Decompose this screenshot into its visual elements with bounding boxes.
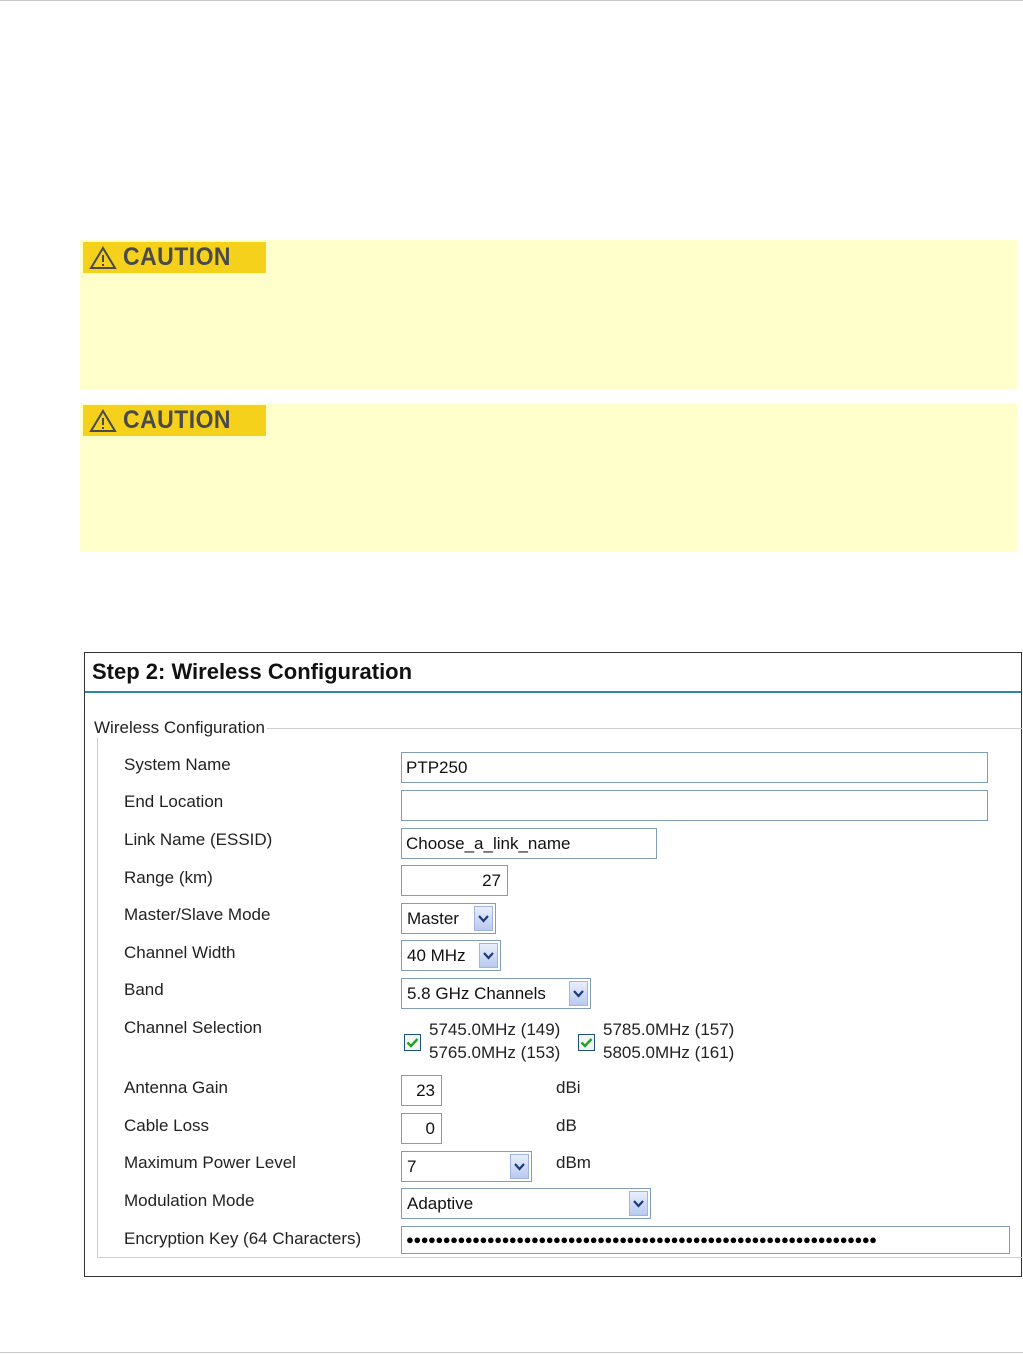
channel-group-1-checkbox[interactable] xyxy=(404,1034,421,1051)
caution-box-2 xyxy=(80,403,1017,552)
chevron-down-icon[interactable] xyxy=(629,1191,648,1216)
caution-tag xyxy=(83,405,266,436)
channel-group-1-text xyxy=(429,1018,560,1064)
title-rule xyxy=(85,691,1021,693)
cable-loss-input[interactable]: 0 xyxy=(401,1113,442,1144)
chevron-down-icon[interactable] xyxy=(479,943,498,968)
caution-box-1 xyxy=(80,240,1017,389)
caution-label: CAUTION xyxy=(123,243,231,271)
range-input[interactable]: 27 xyxy=(401,865,508,896)
link-name-input[interactable]: Choose_a_link_name xyxy=(401,828,657,859)
antenna-gain-unit: dBi xyxy=(556,1078,581,1097)
channel-group-2-checkbox[interactable] xyxy=(578,1034,595,1051)
checkmark-icon xyxy=(580,1037,593,1048)
channel-width-value: 40 MHz xyxy=(407,945,466,965)
master-slave-value: Master xyxy=(407,908,459,928)
modulation-value: Adaptive xyxy=(407,1193,474,1213)
system-name-label: System Name xyxy=(124,755,231,774)
system-name-input[interactable]: PTP250 xyxy=(401,752,988,783)
cable-loss-unit: dB xyxy=(556,1116,577,1135)
modulation-label: Modulation Mode xyxy=(124,1191,255,1210)
warning-triangle-icon xyxy=(89,246,117,270)
channel-option: 5745.0MHz (149) xyxy=(429,1020,561,1039)
caution-tag xyxy=(83,242,266,273)
range-label: Range (km) xyxy=(124,868,213,887)
chevron-down-icon[interactable] xyxy=(474,906,493,931)
warning-triangle-icon xyxy=(89,409,117,433)
channel-option: 5785.0MHz (157) xyxy=(603,1020,735,1039)
band-label: Band xyxy=(124,980,164,999)
master-slave-select[interactable] xyxy=(401,903,496,934)
top-rule xyxy=(0,0,1023,1)
fieldset-legend: Wireless Configuration xyxy=(94,718,266,737)
max-power-select[interactable] xyxy=(401,1151,532,1182)
band-select[interactable] xyxy=(401,978,591,1009)
link-name-label: Link Name (ESSID) xyxy=(124,830,273,849)
max-power-label: Maximum Power Level xyxy=(124,1153,296,1172)
bottom-rule xyxy=(0,1352,1023,1353)
channel-width-label: Channel Width xyxy=(124,943,236,962)
chevron-down-icon[interactable] xyxy=(510,1154,529,1179)
chevron-down-icon[interactable] xyxy=(569,981,588,1006)
channel-selection-label: Channel Selection xyxy=(124,1018,262,1037)
channel-group-2-text xyxy=(603,1018,734,1064)
cable-loss-label: Cable Loss xyxy=(124,1116,210,1135)
checkmark-icon xyxy=(406,1037,419,1048)
antenna-gain-input[interactable]: 23 xyxy=(401,1075,442,1106)
end-location-input[interactable] xyxy=(401,790,988,821)
encryption-key-input[interactable]: ●●●●●●●●●●●●●●●●●●●●●●●●●●●●●●●●●●●●●●●●●●●●●●●●●●●●●●●●●●●●●●●● xyxy=(401,1226,1010,1254)
max-power-value: 7 xyxy=(407,1156,417,1176)
channel-option: 5805.0MHz (161) xyxy=(603,1043,735,1062)
antenna-gain-label: Antenna Gain xyxy=(124,1078,228,1097)
band-value: 5.8 GHz Channels xyxy=(407,983,546,1003)
encryption-key-label: Encryption Key (64 Characters) xyxy=(124,1229,362,1248)
modulation-select[interactable] xyxy=(401,1188,651,1219)
max-power-unit: dBm xyxy=(556,1153,591,1172)
end-location-label: End Location xyxy=(124,792,224,811)
wireless-config-panel xyxy=(84,652,1022,1277)
master-slave-label: Master/Slave Mode xyxy=(124,905,271,924)
channel-width-select[interactable] xyxy=(401,940,501,971)
panel-title: Step 2: Wireless Configuration xyxy=(92,659,413,684)
caution-label: CAUTION xyxy=(123,406,231,434)
channel-option: 5765.0MHz (153) xyxy=(429,1043,561,1062)
